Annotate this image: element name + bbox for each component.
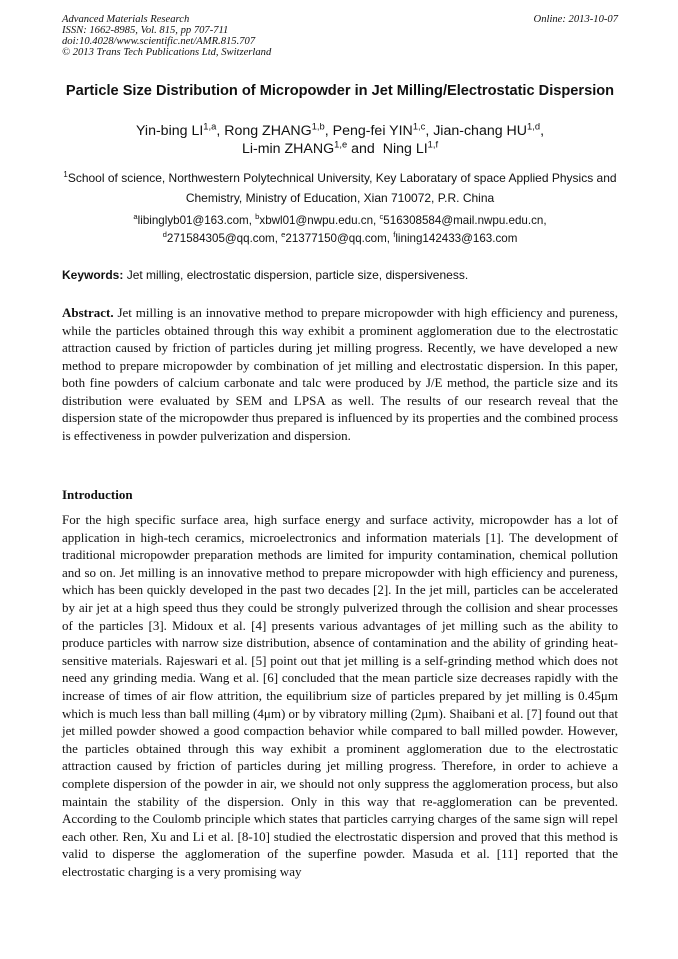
email-separator: , xyxy=(248,214,256,227)
author xyxy=(136,123,224,139)
email-sup: c xyxy=(379,212,384,222)
affiliation-text: School of science, Northwestern Polytechnical University, Key Laboratary of space Applied Physics and Chemistry, Ministry of Education, Xian 710072, P.R. China xyxy=(67,171,617,205)
journal-name: Advanced Materials Research xyxy=(62,14,190,25)
email-list xyxy=(62,212,618,248)
affiliation-sup: 1 xyxy=(63,170,68,179)
email-sup: e xyxy=(281,230,286,240)
email xyxy=(393,232,517,245)
keywords-text: Jet milling, electrostatic dispersion, particle size, dispersiveness. xyxy=(123,268,469,282)
affiliation xyxy=(62,168,618,208)
email xyxy=(255,214,379,227)
email-address: lining142433@163.com xyxy=(395,232,518,245)
author-name: Rong ZHANG xyxy=(224,123,312,139)
author-sup: 1,e xyxy=(334,139,348,150)
author xyxy=(433,123,544,139)
email xyxy=(379,214,546,227)
author-list xyxy=(62,122,618,158)
abstract-text: Jet milling is an innovative method to prepare micropowder with high efficiency and pureness, while the particles obtained through this way exhibit a prominent agglomeration due to the electrostatic attraction caused by friction of particles during jet milling progress. Recently, we have developed a new method to prepare micropowder by combination of jet milling and electrostatic dispersion. In this paper, both fine powders of calcium carbonate and talc were produced by J/E method, the particle size and its distribution were evaluated by SEM and LPSA as well. The results of our research reveal that the dispersion state of the micropowder thus prepared is influenced by its properties and the combined process is effectiveness in powder pulverization and dispersion. xyxy=(62,305,618,443)
author-sup: 1,d xyxy=(527,121,541,132)
issn-line: ISSN: 1662-8985, Vol. 815, pp 707-711 xyxy=(62,25,229,36)
author-name: Ning LI xyxy=(382,141,428,157)
author-sup: 1,c xyxy=(412,121,426,132)
email xyxy=(133,214,255,227)
abstract xyxy=(62,304,618,444)
email xyxy=(163,232,282,245)
email-separator: , xyxy=(543,214,547,227)
email-address: xbwl01@nwpu.edu.cn xyxy=(259,214,374,227)
email-address: 516308584@mail.nwpu.edu.cn xyxy=(383,214,544,227)
email-address: libinglyb01@163.com xyxy=(137,214,249,227)
abstract-label: Abstract. xyxy=(62,305,114,320)
copyright-line: © 2013 Trans Tech Publications Ltd, Switzerland xyxy=(62,47,272,58)
email-separator: , xyxy=(373,214,380,227)
author-separator: , xyxy=(540,123,545,139)
keywords-label: Keywords: xyxy=(62,268,124,282)
author-separator: , xyxy=(216,123,225,139)
email-sup: a xyxy=(133,212,138,222)
email-sup: d xyxy=(162,230,167,240)
author-separator: and xyxy=(347,141,379,157)
doi-line: doi:10.4028/www.scientific.net/AMR.815.707 xyxy=(62,36,256,47)
paper-title: Particle Size Distribution of Micropowder in Jet Milling/Electrostatic Dispersion xyxy=(65,83,615,99)
author xyxy=(333,123,434,139)
author-name: Jian-chang HU xyxy=(433,123,528,139)
section-heading-introduction: Introduction xyxy=(62,487,133,502)
keywords xyxy=(62,268,618,283)
email-address: 21377150@qq.com xyxy=(285,232,387,245)
online-date: Online: 2013-10-07 xyxy=(533,14,618,25)
email-sup: b xyxy=(255,212,260,222)
email-sup: f xyxy=(393,230,396,240)
author-name: Li-min ZHANG xyxy=(241,141,335,157)
author xyxy=(242,141,379,157)
author xyxy=(383,141,438,157)
author-sup: 1,a xyxy=(203,121,217,132)
author-name: Peng-fei YIN xyxy=(332,123,413,139)
email-address: 271584305@qq.com xyxy=(166,232,275,245)
author-name: Yin-bing LI xyxy=(135,123,204,139)
author-sup: 1,f xyxy=(427,139,439,150)
introduction-body: For the high specific surface area, high surface energy and surface activity, micropowder has a lot of application in high-tech ceramics, microelectronics and information materials [1]. The development of traditional micropowder preparation methods are limited for impurity contamination, chemical pollution and so on. Jet milling is an innovative method to prepare micropowder with high efficiency and pureness, which has been quickly developed in the past two decades [2]. In the jet mill, particles can be accelerated by air jet at a high speed thus they could be strongly pulverized through the collision and shear processes of the particles [3]. Midoux et al. [4] presents various advantages of jet milling such as the ability to produce particles with narrow size distribution, absence of contamination and the ability of grinding heat-sensitive materials. Rajeswari et al. [5] point out that jet milling is a self-grinding method which does not need any grinding media. Wang et al. [6] concluded that the mean particle size decreases rapidly with the increase of times of air flow attrition, the equilibrium size of particles prepared by jet milling is 0.45μm which is much less than ball milling (4μm) or by vibratory milling (2μm). Shaibani et al. [7] found out that jet milled powder showed a good compaction behavior while compared to ball milled powder. However, the particles obtained through this way exhibit a prominent agglomeration due to the electrostatic attraction caused by friction of particles during jet milling progress. Therefore, in order to achieve a complete dispersion of the powder in air, we should not only suppress the agglomeration process, but also maintain the stability of the dispersion. Only in this way that re-agglomeration can be prevented. According to the Coulomb principle which states that particles carrying charges of the same sign will repel each other. Ren, Xu and Li et al. [8-10] studied the electrostatic dispersion and proved that this method is valid to disperse the agglomeration of the superfine powder. Masuda et al. [11] reported that the electrostatic charging is a very promising way xyxy=(62,512,618,879)
author-separator: , xyxy=(425,123,434,139)
author xyxy=(224,123,332,139)
email xyxy=(281,230,396,245)
journal-header xyxy=(62,14,618,58)
author-separator: , xyxy=(324,123,333,139)
email-separator: , xyxy=(274,232,282,245)
author-sup: 1,b xyxy=(311,121,325,132)
email-separator: , xyxy=(386,232,394,245)
